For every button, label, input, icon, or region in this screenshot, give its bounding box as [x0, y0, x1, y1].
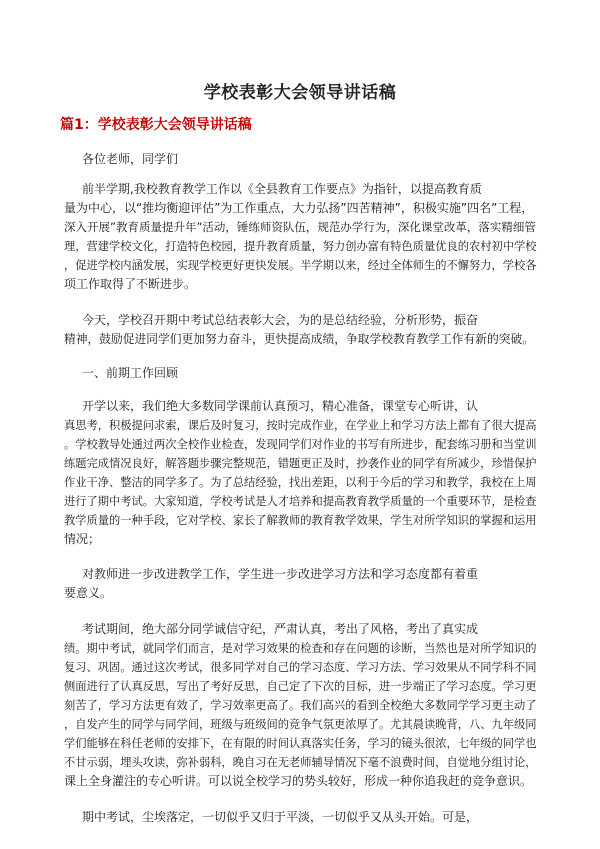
- paragraph-line: 前半学期,我校教育教学工作以《全县教育工作要点》为指针，以提高教育质: [82, 182, 482, 196]
- paragraph-line: 精神，鼓励促进同学们更加努力奋斗，更快提高成绩，争取学校教育教学工作有新的突破。: [64, 332, 534, 346]
- page-title: 学校表彰大会领导讲话稿: [203, 83, 397, 103]
- paragraph-line: 练题完成情况良好，解答题步骤完整规范，错题更正及时，抄袭作业的同学有所减少，珍惜保护: [64, 457, 537, 470]
- paragraph-line: 进行了期中考试。大家知道，学校考试是人才培养和提高教育教学质量的一个重要环节，是检查: [64, 495, 537, 508]
- paragraph-line: 不甘示弱，埋头攻读，弥补弱科，晚自习在无老师辅导情况下毫不浪费时间，自觉地分组讨论，: [64, 756, 537, 769]
- paragraph-line: 今天，学校召开期中考试总结表彰大会，为的是总结经验，分析形势，振奋: [82, 313, 479, 327]
- paragraph-line: 对教师进一步改进教学工作，学生进一步改进学习方法和学习态度都有着重: [82, 567, 479, 581]
- paragraph-line: 侧面进行了认真反思，写出了考好反思，自己定了下次的目标，进一步端正了学习态度。学习更: [64, 680, 537, 693]
- section-subtitle: 篇1：学校表彰大会领导讲话稿: [60, 117, 252, 133]
- paragraph-line: 期中考试，尘埃落定，一切似乎又归于平淡，一切似乎又从头开始。可是，: [82, 810, 479, 824]
- paragraph-line: 学们能够在科任老师的安排下，在有限的时间认真落实任务，学习的镜头很浓，七年级的同学也: [64, 737, 537, 750]
- paragraph-line: 绩。期中考试，就同学们而言，是对学习效果的检查和存在问题的诊断，当然也是对所学知识的: [64, 642, 537, 655]
- paragraph-line: 要意义。: [64, 586, 113, 600]
- paragraph-line: 理，营建学校文化，打造特色校园，提升教育质量，努力创办富有特色质量优良的农村初中学校: [64, 240, 537, 253]
- paragraph-line: 真思考，积极提问求索，课后及时复习，按时完成作业，在学业上和学习方法上都有了很大提高: [64, 419, 537, 432]
- paragraph-line: 刻苦了，学习方法更有效了，学习效率更高了。我们高兴的看到全校绝大多数同学学习更主动了: [64, 699, 537, 712]
- paragraph-line: 教学质量的一种手段，它对学校、家长了解教师的教育教学效果，学生对所学知识的掌握和运用: [64, 514, 537, 527]
- paragraph-line: 项工作取得了不断进步。: [64, 277, 197, 291]
- paragraph-line: 。学校教导处通过两次全校作业检查，发现同学们对作业的书写有所进步，配套练习册和当堂训: [64, 438, 537, 451]
- paragraph-line: 作业干净、整洁的同学多了。为了总结经验，找出差距，以利于今后的学习和教学，我校在上周: [64, 476, 537, 489]
- paragraph-line: 开学以来，我们绝大多数同学课前认真预习，精心准备，课堂专心听讲，认: [82, 399, 479, 413]
- paragraph-line: 考试期间，绝大部分同学诚信守纪，严肃认真，考出了风格，考出了真实成: [82, 622, 479, 636]
- paragraph-line: 深入开展”教育质量提升年”活动，锤练师资队伍，规范办学行为，深化课堂改革，落实精细管: [64, 220, 536, 234]
- paragraph-line: 量为中心，以“推均衡迎评估”为工作重点，大力弘扬”四苦精神”，积极实施”四名”工程，: [64, 201, 534, 215]
- section-heading: 一、前期工作回顾: [82, 366, 179, 380]
- paragraph-line: 情况；: [64, 532, 101, 546]
- paragraph-line: 课上全身灌注的专心听讲。可以说全校学习的势头较好，形成一种你追我赶的竞争意识。: [64, 774, 533, 788]
- paragraph-line: ，自发产生的同学与同学间，班级与班级间的竞争气氛更浓厚了。尤其晨读晚背，八、九年级同: [64, 718, 537, 731]
- greeting: 各位老师，同学们: [82, 152, 179, 166]
- paragraph-line: ，促进学校内涵发展，实现学校更好更快发展。半学期以来，经过全体师生的不懈努力，学校各: [64, 259, 537, 272]
- paragraph-line: 复习、巩固。通过这次考试，很多同学对自己的学习态度、学习方法、学习效果从不同学科不同: [64, 661, 537, 674]
